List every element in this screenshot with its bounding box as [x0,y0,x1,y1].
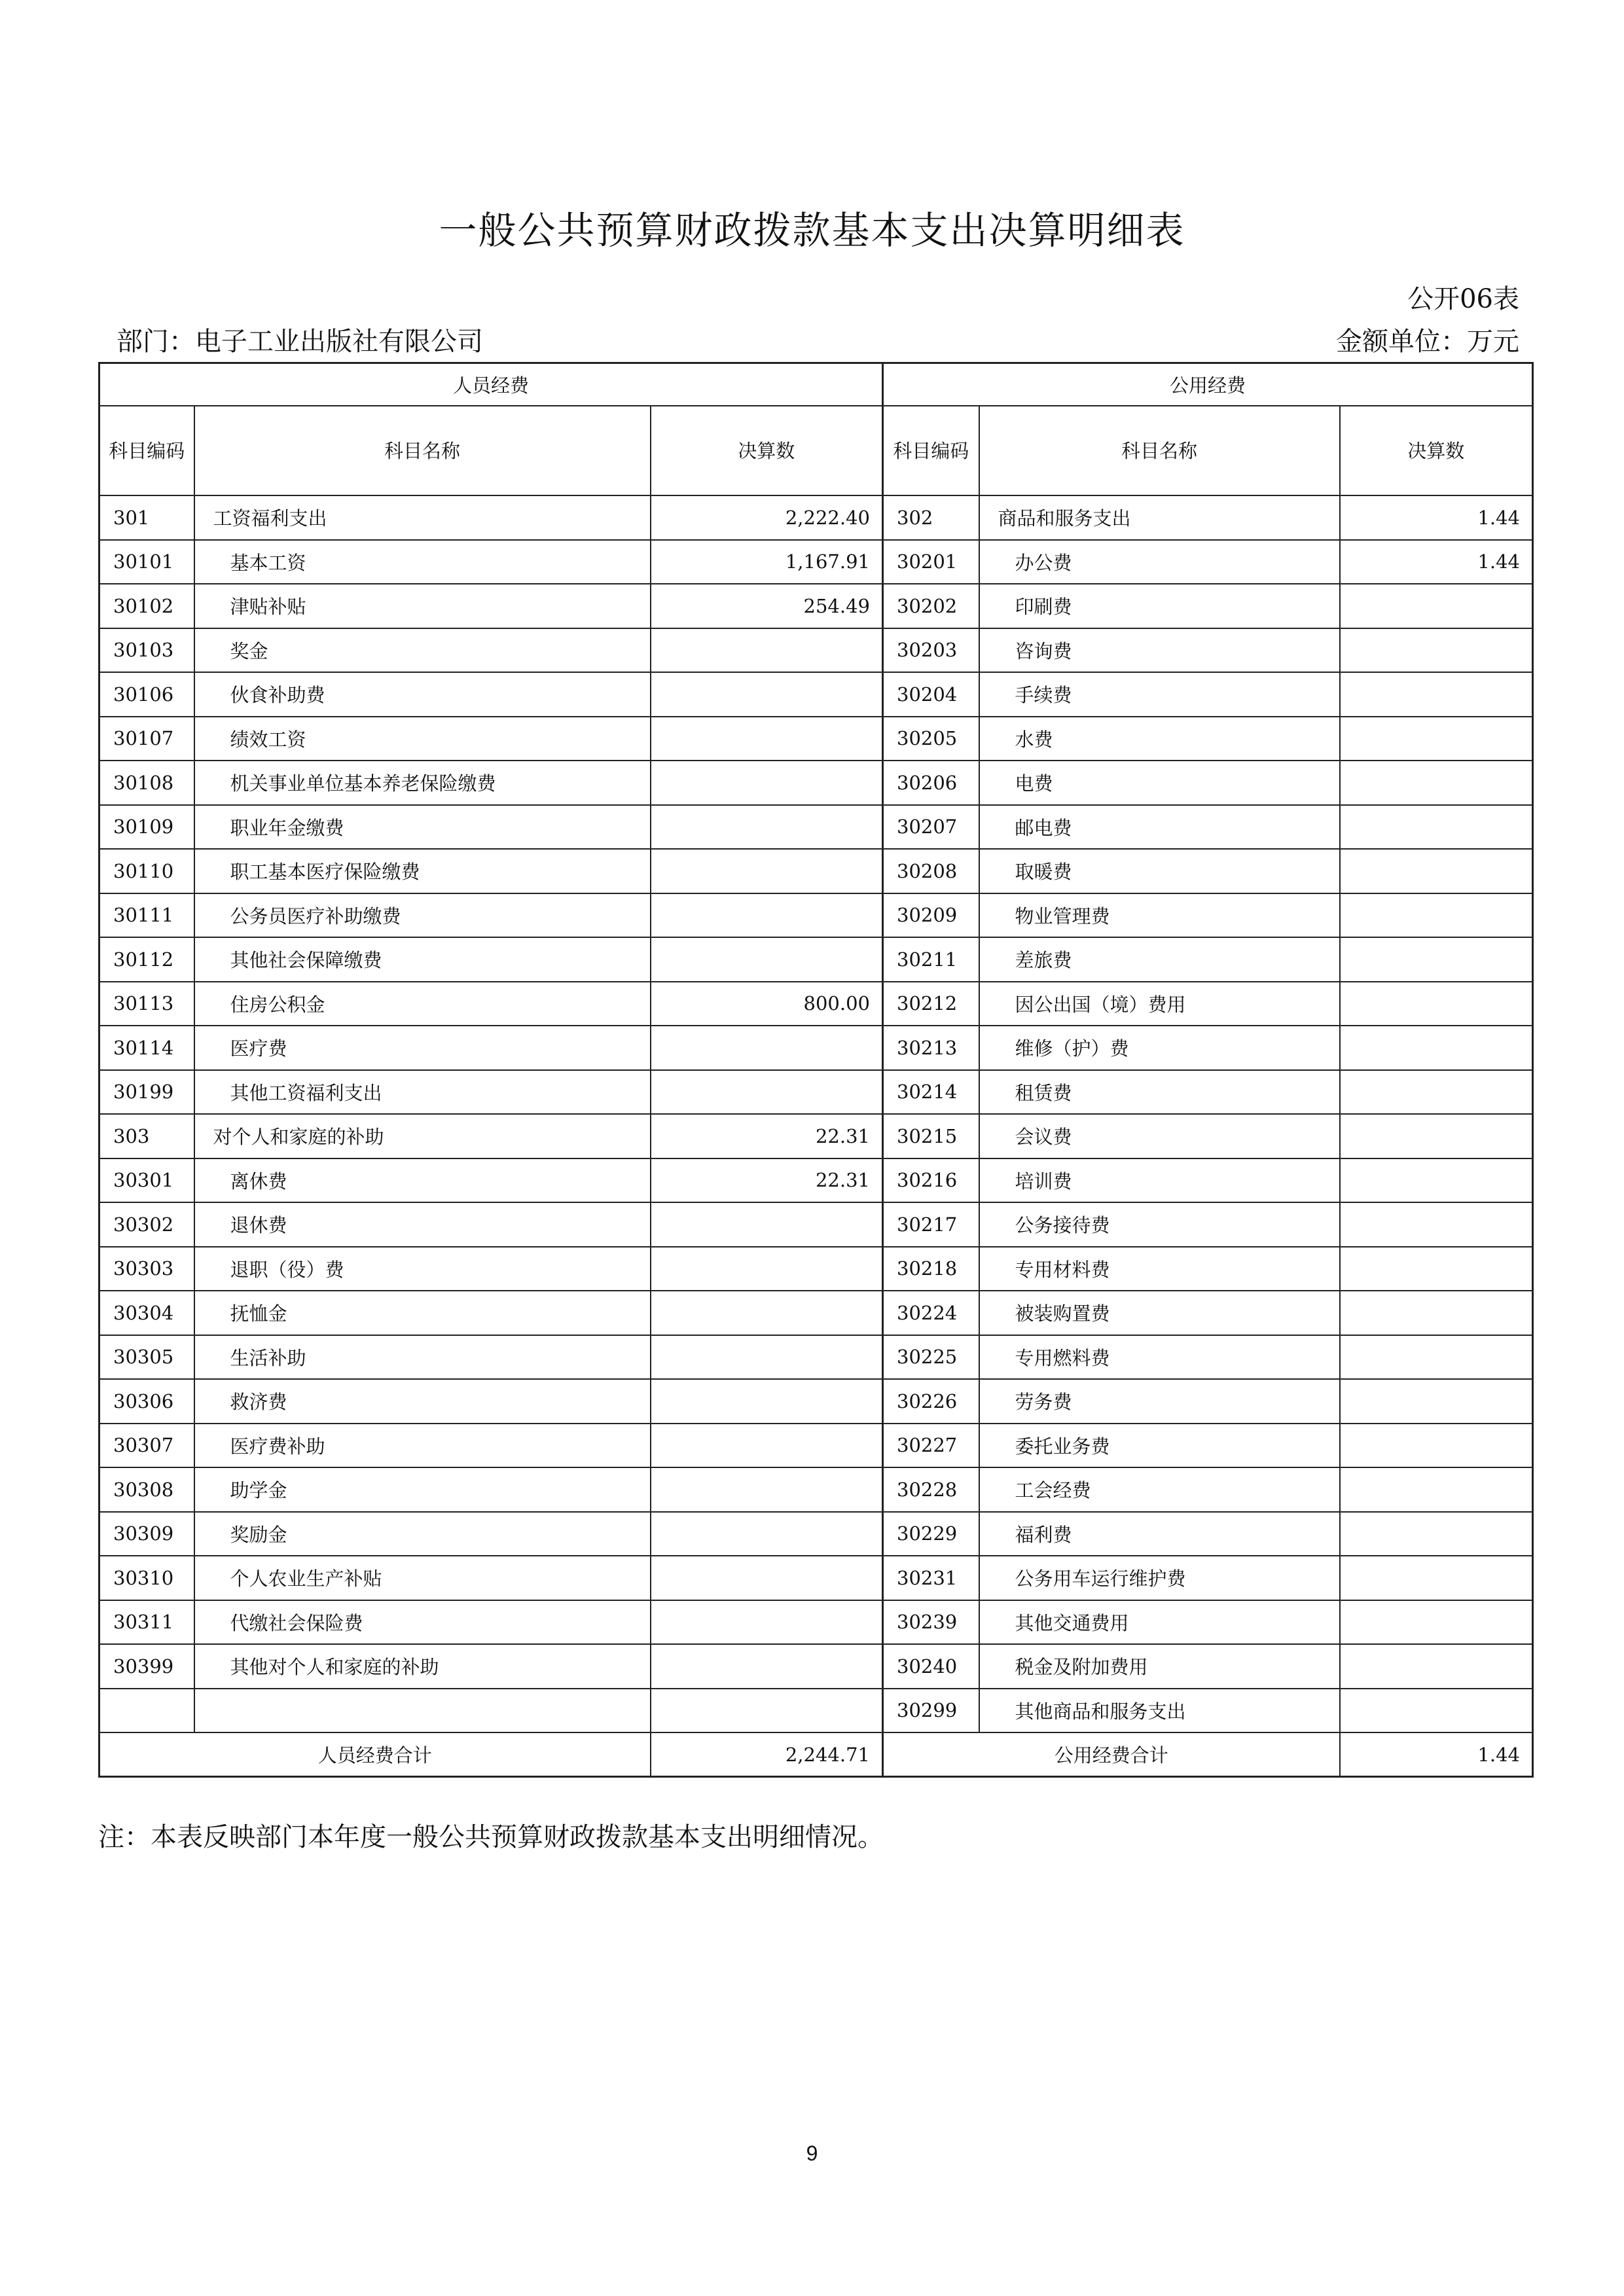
public-total-amount: 1.44 [1340,1732,1533,1777]
item-amount [1340,1512,1533,1556]
item-code: 30211 [883,937,979,982]
item-code: 30307 [99,1424,194,1468]
column-header-row [99,406,1533,495]
item-amount [1340,805,1533,850]
item-name [194,1689,651,1733]
item-name: 公务员医疗补助缴费 [194,893,651,938]
item-code: 30107 [99,717,194,761]
table-row [99,1512,1533,1556]
item-name: 专用燃料费 [979,1335,1340,1380]
item-code: 30203 [883,628,979,673]
item-amount: 1.44 [1340,540,1533,584]
item-amount [1340,1424,1533,1468]
department-label: 部门：电子工业出版社有限公司 [117,327,483,357]
table-row [99,495,1533,540]
item-code: 30216 [883,1158,979,1203]
table-row [99,1689,1533,1733]
item-amount [1340,717,1533,761]
item-code: 30111 [99,893,194,938]
item-amount [651,1556,883,1600]
item-name: 奖励金 [194,1512,651,1556]
item-amount [1340,1202,1533,1247]
table-row [99,805,1533,850]
item-name: 机关事业单位基本养老保险缴费 [194,761,651,805]
item-amount [651,1424,883,1468]
page-number: 9 [806,2142,818,2165]
item-amount [1340,1467,1533,1512]
item-amount [651,1644,883,1689]
item-code: 30305 [99,1335,194,1380]
item-name: 印刷费 [979,584,1340,628]
item-name: 公务接待费 [979,1202,1340,1247]
item-amount [1340,1379,1533,1424]
item-amount [651,1512,883,1556]
item-code: 30110 [99,849,194,893]
item-amount [1340,982,1533,1026]
item-code [99,1689,194,1733]
item-code: 30202 [883,584,979,628]
table-row [99,1335,1533,1380]
table-row [99,761,1533,805]
item-code: 30102 [99,584,194,628]
table-row [99,1467,1533,1512]
item-amount [651,893,883,938]
item-code: 30204 [883,672,979,717]
item-amount: 22.31 [651,1158,883,1203]
item-amount [651,1026,883,1070]
item-code: 30299 [883,1689,979,1733]
table-row [99,584,1533,628]
item-amount [651,1070,883,1115]
item-code: 30240 [883,1644,979,1689]
item-name: 税金及附加费用 [979,1644,1340,1689]
item-code: 30228 [883,1467,979,1512]
item-name: 差旅费 [979,937,1340,982]
item-code: 30309 [99,1512,194,1556]
table-row [99,1291,1533,1335]
item-name: 职工基本医疗保险缴费 [194,849,651,893]
item-amount [1340,849,1533,893]
item-code: 30103 [99,628,194,673]
item-amount [651,937,883,982]
item-name: 委托业务费 [979,1424,1340,1468]
item-name: 助学金 [194,1467,651,1512]
table-row [99,717,1533,761]
table-row [99,1202,1533,1247]
item-code: 30208 [883,849,979,893]
item-code: 303 [99,1114,194,1158]
item-code: 30114 [99,1026,194,1070]
table-row [99,1114,1533,1158]
item-name: 被装购置费 [979,1291,1340,1335]
item-name: 工资福利支出 [194,495,651,540]
item-amount [651,1291,883,1335]
item-amount [651,1467,883,1512]
item-code: 30399 [99,1644,194,1689]
item-amount [1340,1114,1533,1158]
item-amount [1340,1026,1533,1070]
item-amount [651,849,883,893]
amount-unit-label: 金额单位：万元 [1336,327,1519,357]
item-amount [1340,672,1533,717]
table-row [99,672,1533,717]
item-name: 伙食补助费 [194,672,651,717]
item-amount [1340,1158,1533,1203]
personnel-section-header: 人员经费 [99,363,883,406]
item-amount [1340,628,1533,673]
item-amount [651,1379,883,1424]
item-code: 30112 [99,937,194,982]
item-name: 手续费 [979,672,1340,717]
section-header-row [99,363,1533,406]
table-row [99,982,1533,1026]
item-amount [1340,1291,1533,1335]
table-row [99,1424,1533,1468]
table-row [99,1247,1533,1291]
table-row [99,849,1533,893]
item-name: 基本工资 [194,540,651,584]
item-name: 救济费 [194,1379,651,1424]
item-code: 30199 [99,1070,194,1115]
item-code: 30215 [883,1114,979,1158]
public-total-label: 公用经费合计 [883,1732,1340,1777]
item-code: 30218 [883,1247,979,1291]
item-name: 物业管理费 [979,893,1340,938]
item-amount [651,672,883,717]
table-row [99,893,1533,938]
personnel-total-label: 人员经费合计 [99,1732,651,1777]
totals-row [99,1732,1533,1777]
item-amount: 22.31 [651,1114,883,1158]
item-amount [1340,584,1533,628]
table-row [99,1556,1533,1600]
item-name: 职业年金缴费 [194,805,651,850]
item-code: 30224 [883,1291,979,1335]
item-code: 30311 [99,1600,194,1645]
item-code: 30109 [99,805,194,850]
item-name: 对个人和家庭的补助 [194,1114,651,1158]
item-name: 津贴补贴 [194,584,651,628]
expenditure-table [98,362,1534,1778]
item-code: 30206 [883,761,979,805]
item-code: 30306 [99,1379,194,1424]
item-amount [1340,1556,1533,1600]
item-amount [651,1335,883,1380]
item-name: 维修（护）费 [979,1026,1340,1070]
personnel-total-amount: 2,244.71 [651,1732,883,1777]
item-name: 住房公积金 [194,982,651,1026]
item-code: 30108 [99,761,194,805]
item-amount [651,761,883,805]
item-code: 30217 [883,1202,979,1247]
item-amount [651,1202,883,1247]
table-row [99,1026,1533,1070]
table-row [99,1600,1533,1645]
item-code: 30205 [883,717,979,761]
item-code: 30301 [99,1158,194,1203]
item-code: 30303 [99,1247,194,1291]
item-code: 30302 [99,1202,194,1247]
item-amount [1340,1335,1533,1380]
table-note: 注：本表反映部门本年度一般公共预算财政拨款基本支出明细情况。 [98,1822,884,1852]
item-name: 其他交通费用 [979,1600,1340,1645]
item-name: 办公费 [979,540,1340,584]
item-name: 咨询费 [979,628,1340,673]
item-name: 医疗费 [194,1026,651,1070]
item-amount: 254.49 [651,584,883,628]
col-header-amount: 决算数 [1340,406,1533,495]
item-name: 租赁费 [979,1070,1340,1115]
item-name: 退休费 [194,1202,651,1247]
form-number: 公开06表 [1407,284,1519,314]
item-name: 医疗费补助 [194,1424,651,1468]
item-amount [651,805,883,850]
item-name: 公务用车运行维护费 [979,1556,1340,1600]
table-row [99,1644,1533,1689]
col-header-amount: 决算数 [651,406,883,495]
item-name: 奖金 [194,628,651,673]
col-header-code: 科目编码 [883,406,979,495]
item-name: 培训费 [979,1158,1340,1203]
item-name: 抚恤金 [194,1291,651,1335]
item-name: 离休费 [194,1158,651,1203]
item-name: 其他对个人和家庭的补助 [194,1644,651,1689]
col-header-name: 科目名称 [194,406,651,495]
item-name: 劳务费 [979,1379,1340,1424]
item-name: 个人农业生产补贴 [194,1556,651,1600]
public-section-header: 公用经费 [883,363,1533,406]
item-amount [651,628,883,673]
item-amount [1340,893,1533,938]
item-code: 30231 [883,1556,979,1600]
table-row [99,937,1533,982]
table-row [99,628,1533,673]
table-row [99,540,1533,584]
item-name: 水费 [979,717,1340,761]
item-name: 专用材料费 [979,1247,1340,1291]
table-row [99,1379,1533,1424]
item-code: 30310 [99,1556,194,1600]
item-code: 30201 [883,540,979,584]
item-code: 30229 [883,1512,979,1556]
item-code: 30212 [883,982,979,1026]
item-amount: 1.44 [1340,495,1533,540]
item-code: 301 [99,495,194,540]
item-name: 取暖费 [979,849,1340,893]
item-code: 30113 [99,982,194,1026]
col-header-code: 科目编码 [99,406,194,495]
item-code: 30106 [99,672,194,717]
item-name: 工会经费 [979,1467,1340,1512]
item-amount [1340,1644,1533,1689]
item-amount [1340,1247,1533,1291]
item-amount [651,1600,883,1645]
item-code: 30207 [883,805,979,850]
col-header-name: 科目名称 [979,406,1340,495]
item-amount: 800.00 [651,982,883,1026]
item-code: 30209 [883,893,979,938]
item-code: 30308 [99,1467,194,1512]
item-code: 30226 [883,1379,979,1424]
item-name: 其他商品和服务支出 [979,1689,1340,1733]
item-amount [651,1247,883,1291]
item-code: 302 [883,495,979,540]
item-amount [1340,1600,1533,1645]
item-name: 其他工资福利支出 [194,1070,651,1115]
item-amount [651,1689,883,1733]
item-name: 生活补助 [194,1335,651,1380]
item-amount: 1,167.91 [651,540,883,584]
item-code: 30225 [883,1335,979,1380]
item-name: 退职（役）费 [194,1247,651,1291]
item-name: 绩效工资 [194,717,651,761]
item-code: 30214 [883,1070,979,1115]
item-amount [1340,761,1533,805]
item-name: 福利费 [979,1512,1340,1556]
item-code: 30227 [883,1424,979,1468]
item-code: 30239 [883,1600,979,1645]
item-amount [651,717,883,761]
item-amount [1340,937,1533,982]
item-amount: 2,222.40 [651,495,883,540]
table-row [99,1158,1533,1203]
item-name: 商品和服务支出 [979,495,1340,540]
item-code: 30304 [99,1291,194,1335]
page-title: 一般公共预算财政拨款基本支出决算明细表 [439,208,1185,253]
item-name: 电费 [979,761,1340,805]
item-name: 其他社会保障缴费 [194,937,651,982]
item-code: 30101 [99,540,194,584]
item-code: 30213 [883,1026,979,1070]
item-amount [1340,1070,1533,1115]
table-row [99,1070,1533,1115]
item-name: 因公出国（境）费用 [979,982,1340,1026]
item-name: 代缴社会保险费 [194,1600,651,1645]
item-name: 邮电费 [979,805,1340,850]
item-name: 会议费 [979,1114,1340,1158]
item-amount [1340,1689,1533,1733]
